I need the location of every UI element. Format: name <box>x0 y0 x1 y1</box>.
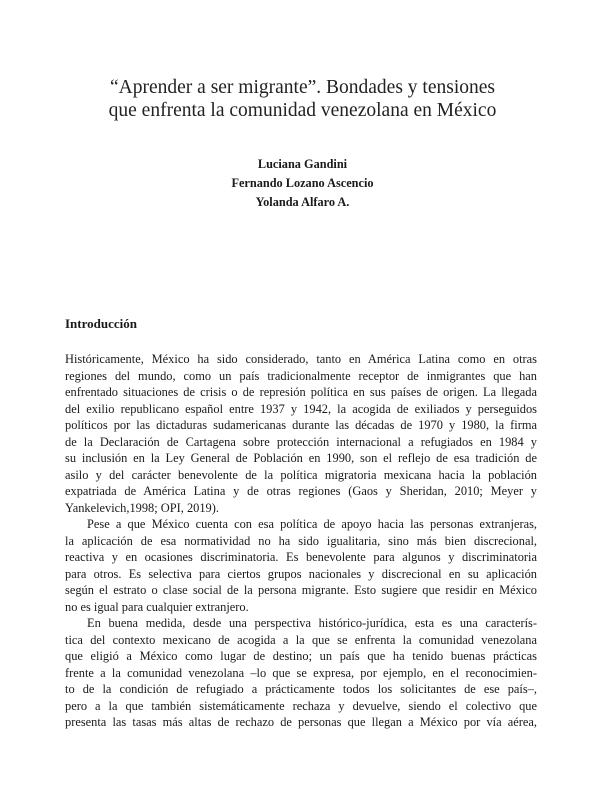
text-line: políticos por las dictaduras sudamericanas durante las décadas de 1970 y 1980, la firma <box>65 418 537 432</box>
text-line: su inclusión en la Ley General de Población en 1990, son el reflejo de esa tradición de <box>65 451 537 465</box>
text-line: enfrentado situaciones de crisis o de represión política en sus países de origen. La llegada <box>65 385 537 399</box>
text-line: pero a la que también sistemáticamente rechaza y devuelve, siendo el colectivo que <box>65 698 537 713</box>
text-line: En buena medida, desde una perspectiva histórico-jurídica, esta es una caracterís- <box>87 616 537 630</box>
section-heading: Introducción <box>65 316 137 331</box>
text-line: reactiva y en ocasiones discriminatoria. Es benevolente para algunos y discriminatoria <box>65 550 537 564</box>
text-line: regiones del mundo, como un país tradicionalmente receptor de inmigrantes que han <box>65 368 537 383</box>
text-line: según el estrato o clase social de la persona migrante. Esto sugiere que residir en México <box>65 583 537 597</box>
text-line: tica del contexto mexicano de acogida a la que se enfrenta la comunidad venezolana <box>65 632 537 647</box>
text-line: para otros. Es selectiva para ciertos grupos nacionales y discrecional en su aplicación <box>65 566 537 581</box>
text-line: que eligió a México como lugar de destino; un país que ha tenido buenas prácticas <box>65 649 537 663</box>
text-line: del exilio republicano español entre 1937 y 1942, la acogida de exiliados y perseguidos <box>65 401 537 416</box>
text-line: frente a la comunidad venezolana –lo que se expresa, por ejemplo, en el reconocimien- <box>65 665 537 680</box>
text-line: no es igual para cualquier extranjero. <box>65 599 249 614</box>
paragraph <box>65 516 537 615</box>
text-line: Históricamente, México ha sido considerado, tanto en América Latina como en otras <box>65 352 537 366</box>
paragraph <box>65 351 537 516</box>
body-text <box>65 351 537 731</box>
title-line: que enfrenta la comunidad venezolana en México <box>108 100 497 121</box>
text-line: to de la condición de refugiado a prácticamente todos los solicitantes de ese país–, <box>65 682 537 696</box>
paper-title <box>40 76 565 122</box>
paragraph <box>65 615 537 731</box>
author-name: Luciana Gandini <box>257 157 348 171</box>
text-line: asilo y del carácter benevolente de la política migratoria mexicana hacia la población <box>65 467 537 482</box>
text-line: Yankelevich,1998; OPI, 2019). <box>65 500 219 515</box>
text-line: expatriada de América Latina y de otras regiones (Gaos y Sheridan, 2010; Meyer y <box>65 484 537 498</box>
title-line: “Aprender a ser migrante”. Bondades y tensiones <box>110 77 495 98</box>
text-line: de la Declaración de Cartagena sobre protección internacional a refugiados en 1984 y <box>65 434 537 449</box>
text-line: la aplicación de esa normatividad no ha sido igualitaria, sino más bien discrecional, <box>65 533 537 548</box>
author-name: Yolanda Alfaro A. <box>255 195 350 209</box>
text-line: Pese a que México cuenta con esa política de apoyo hacia las personas extranjeras, <box>87 517 537 531</box>
author-name: Fernando Lozano Ascencio <box>231 176 374 190</box>
author-list <box>0 155 605 212</box>
text-line: presenta las tasas más altas de rechazo de personas que llegan a México por vía aérea, <box>65 715 537 729</box>
